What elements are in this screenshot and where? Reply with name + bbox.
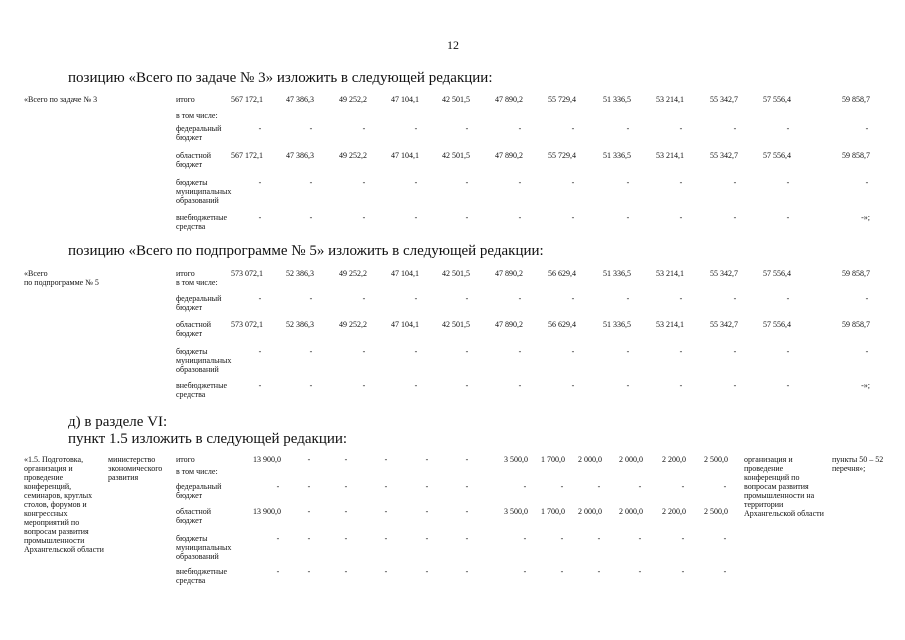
section2-cell-4-1: -	[309, 381, 313, 390]
section2-cell-4-4: -	[465, 381, 469, 390]
section2-cell-2-7: 51 336,5	[603, 320, 631, 329]
section3-cell-2-3: -	[384, 482, 388, 491]
section3-cell-0-2: -	[344, 455, 348, 464]
section2-cell-1-5: -	[518, 294, 522, 303]
section2-heading: позицию «Всего по подпрограмме № 5» изложить в следующей редакции:	[68, 243, 544, 259]
section3-cell-0-6: 3 500,0	[504, 455, 528, 464]
section3-cell-4-2: -	[344, 534, 348, 543]
section1-cell-4-11: -	[865, 178, 869, 187]
section1-cell-2-8: -	[679, 124, 683, 133]
section3-cell-2-4: -	[425, 482, 429, 491]
page-number: 12	[447, 38, 459, 52]
section2-cell-0-4: 42 501,5	[442, 269, 470, 278]
section1-cell-5-0: -	[258, 213, 262, 222]
section2-cell-3-10: -	[786, 347, 790, 356]
section3-cell-4-6: -	[523, 534, 527, 543]
section2-cell-0-8: 53 214,1	[656, 269, 684, 278]
section3-result: организация и проведение конференций по вопросам развития промышленности на территории Архангельской области	[744, 455, 824, 518]
section3-item-name: «1.5. Подготовка, организация и проведение конференций, семинаров, круглых столов, форумов и конгрессных мероприятий по вопросам развития промышленности Архангельской области	[24, 455, 104, 554]
section1-cell-0-5: 47 890,2	[495, 95, 523, 104]
section1-cell-2-3: -	[414, 124, 418, 133]
section2-cell-1-4: -	[465, 294, 469, 303]
section2-row-label-line2: по подпрограмме № 5	[24, 278, 99, 287]
section3-cell-4-10: -	[681, 534, 685, 543]
section2-cell-2-8: 53 214,1	[656, 320, 684, 329]
section3-cell-3-7: 1 700,0	[541, 507, 565, 516]
section2-cell-0-10: 57 556,4	[763, 269, 791, 278]
section2-cell-4-7: -	[626, 381, 630, 390]
section1-cell-5-3: -	[414, 213, 418, 222]
section2-row-label-2: областной бюджет	[176, 320, 212, 338]
section2-cell-3-6: -	[571, 347, 575, 356]
section1-cell-0-1: 47 386,3	[286, 95, 314, 104]
section2-cell-3-5: -	[518, 347, 522, 356]
section1-cell-3-3: 47 104,1	[391, 151, 419, 160]
section3-cell-3-11: 2 500,0	[704, 507, 728, 516]
section2-row-label-4: внебюджетные средства	[176, 381, 227, 399]
section1-cell-2-2: -	[362, 124, 366, 133]
section3-cell-3-9: 2 000,0	[619, 507, 643, 516]
section2-cell-2-4: 42 501,5	[442, 320, 470, 329]
section3-cell-3-0: 13 900,0	[253, 507, 281, 516]
section3-cell-0-5: -	[465, 455, 469, 464]
section1-cell-3-10: 57 556,4	[763, 151, 791, 160]
section1-cell-4-2: -	[362, 178, 366, 187]
section1-cell-3-8: 53 214,1	[656, 151, 684, 160]
section1-cell-3-5: 47 890,2	[495, 151, 523, 160]
section2-cell-2-10: 57 556,4	[763, 320, 791, 329]
section2-cell-4-5: -	[518, 381, 522, 390]
section1-cell-5-9: -	[733, 213, 737, 222]
section3-cell-5-7: -	[560, 567, 564, 576]
section1-cell-2-0: -	[258, 124, 262, 133]
section1-row-label-0: итого	[176, 95, 195, 104]
section1-cell-5-11: -»;	[861, 213, 870, 222]
section1-row-label-4: бюджеты муниципальных образований	[176, 178, 232, 205]
section2-cell-4-11: -»;	[861, 381, 870, 390]
section2-cell-2-11: 59 858,7	[842, 320, 870, 329]
section3-cell-2-6: -	[523, 482, 527, 491]
section1-cell-3-6: 55 729,4	[548, 151, 576, 160]
section3-cell-3-10: 2 200,0	[662, 507, 686, 516]
section3-cell-0-1: -	[307, 455, 311, 464]
section2-cell-4-0: -	[258, 381, 262, 390]
section3-cell-4-11: -	[723, 534, 727, 543]
section3-cell-3-8: 2 000,0	[578, 507, 602, 516]
section2-cell-1-10: -	[786, 294, 790, 303]
section1-cell-4-1: -	[309, 178, 313, 187]
section1-cell-2-6: -	[571, 124, 575, 133]
section2-row-label-1: федеральный бюджет	[176, 294, 222, 312]
section1-row-label-5: внебюджетные средства	[176, 213, 227, 231]
section2-cell-0-6: 56 629,4	[548, 269, 576, 278]
section3-cell-5-10: -	[681, 567, 685, 576]
section3-row-label-0: итого	[176, 455, 195, 464]
section1-cell-0-6: 55 729,4	[548, 95, 576, 104]
section2-cell-1-11: -	[865, 294, 869, 303]
section2-cell-0-11: 59 858,7	[842, 269, 870, 278]
section1-cell-3-4: 42 501,5	[442, 151, 470, 160]
section3-cell-0-7: 1 700,0	[541, 455, 565, 464]
section1-cell-5-5: -	[518, 213, 522, 222]
section3-cell-4-5: -	[465, 534, 469, 543]
section2-cell-4-10: -	[786, 381, 790, 390]
section2-cell-3-2: -	[362, 347, 366, 356]
section1-cell-0-2: 49 252,2	[339, 95, 367, 104]
section2-cell-1-2: -	[362, 294, 366, 303]
section3-cell-5-3: -	[384, 567, 388, 576]
section2-cell-3-8: -	[679, 347, 683, 356]
section1-cell-2-1: -	[309, 124, 313, 133]
section3-cell-2-9: -	[638, 482, 642, 491]
section3-cell-5-2: -	[344, 567, 348, 576]
section1-cell-0-3: 47 104,1	[391, 95, 419, 104]
section2-cell-3-3: -	[414, 347, 418, 356]
section3-cell-5-6: -	[523, 567, 527, 576]
section2-cell-1-3: -	[414, 294, 418, 303]
section3-cell-0-11: 2 500,0	[704, 455, 728, 464]
section3-cell-3-6: 3 500,0	[504, 507, 528, 516]
section1-cell-5-4: -	[465, 213, 469, 222]
section2-row-label-0: итого	[176, 269, 195, 278]
section3-executor: министерство экономического развития	[108, 455, 163, 482]
section2-cell-1-0: -	[258, 294, 262, 303]
section2-cell-3-0: -	[258, 347, 262, 356]
section1-cell-5-7: -	[626, 213, 630, 222]
section1-cell-4-3: -	[414, 178, 418, 187]
section1-heading: позицию «Всего по задаче № 3» изложить в следующей редакции:	[68, 70, 493, 86]
section1-cell-2-5: -	[518, 124, 522, 133]
section1-cell-5-2: -	[362, 213, 366, 222]
section3-cell-4-1: -	[307, 534, 311, 543]
section3-cell-2-0: -	[276, 482, 280, 491]
section1-cell-0-0: 567 172,1	[231, 95, 263, 104]
section1-cell-3-0: 567 172,1	[231, 151, 263, 160]
section1-cell-3-2: 49 252,2	[339, 151, 367, 160]
section3-row-label-4: бюджеты муниципальных образований	[176, 534, 232, 561]
section2-cell-3-1: -	[309, 347, 313, 356]
section2-cell-2-6: 56 629,4	[548, 320, 576, 329]
section2-cell-3-7: -	[626, 347, 630, 356]
section1-cell-4-0: -	[258, 178, 262, 187]
section3-cell-4-0: -	[276, 534, 280, 543]
section2-row-label-line1: «Всего	[24, 269, 48, 278]
section2-cell-1-9: -	[733, 294, 737, 303]
section1-cell-4-8: -	[679, 178, 683, 187]
section3-cell-0-9: 2 000,0	[619, 455, 643, 464]
section2-cell-1-1: -	[309, 294, 313, 303]
section2-cell-1-8: -	[679, 294, 683, 303]
section3-cell-4-9: -	[638, 534, 642, 543]
section1-cell-3-9: 55 342,7	[710, 151, 738, 160]
section2-cell-4-8: -	[679, 381, 683, 390]
section2-cell-2-1: 52 386,3	[286, 320, 314, 329]
section2-cell-4-9: -	[733, 381, 737, 390]
section1-cell-4-5: -	[518, 178, 522, 187]
section1-cell-4-4: -	[465, 178, 469, 187]
section1-cell-2-9: -	[733, 124, 737, 133]
section1-cell-2-10: -	[786, 124, 790, 133]
section2-cell-2-2: 49 252,2	[339, 320, 367, 329]
section1-cell-0-11: 59 858,7	[842, 95, 870, 104]
section1-cell-2-4: -	[465, 124, 469, 133]
section1-cell-5-8: -	[679, 213, 683, 222]
section2-cell-1-6: -	[571, 294, 575, 303]
section3-cell-2-7: -	[560, 482, 564, 491]
section2-cell-2-3: 47 104,1	[391, 320, 419, 329]
section1-cell-0-9: 55 342,7	[710, 95, 738, 104]
section3-row-label-5: внебюджетные средства	[176, 567, 227, 585]
section3-cell-3-1: -	[307, 507, 311, 516]
section1-cell-4-10: -	[786, 178, 790, 187]
section2-row-label-3: бюджеты муниципальных образований	[176, 347, 232, 374]
section3-cell-3-5: -	[465, 507, 469, 516]
section3-cell-2-2: -	[344, 482, 348, 491]
section2-cell-3-9: -	[733, 347, 737, 356]
section2-cell-3-4: -	[465, 347, 469, 356]
section2-cell-2-0: 573 072,1	[231, 320, 263, 329]
section3-row-label-3: областной бюджет	[176, 507, 212, 525]
section3-cell-0-3: -	[384, 455, 388, 464]
section3-row-label-1: в том числе:	[176, 467, 218, 476]
section3-reference: пункты 50 – 52 перечня»;	[832, 455, 884, 473]
section3-cell-5-1: -	[307, 567, 311, 576]
section3-cell-3-2: -	[344, 507, 348, 516]
section3-cell-0-10: 2 200,0	[662, 455, 686, 464]
section3-cell-2-5: -	[465, 482, 469, 491]
section3-cell-2-8: -	[597, 482, 601, 491]
section1-row-label-3: областной бюджет	[176, 151, 212, 169]
section3-cell-5-5: -	[465, 567, 469, 576]
section1-cell-0-10: 57 556,4	[763, 95, 791, 104]
section3-row-label-2: федеральный бюджет	[176, 482, 222, 500]
section1-cell-5-10: -	[786, 213, 790, 222]
section2-cell-0-2: 49 252,2	[339, 269, 367, 278]
section3-cell-5-8: -	[597, 567, 601, 576]
section3-cell-4-7: -	[560, 534, 564, 543]
section3-cell-0-0: 13 900,0	[253, 455, 281, 464]
section2-cell-0-5: 47 890,2	[495, 269, 523, 278]
section1-cell-2-7: -	[626, 124, 630, 133]
section3-cell-3-4: -	[425, 507, 429, 516]
section1-cell-4-7: -	[626, 178, 630, 187]
section1-row-label-2: федеральный бюджет	[176, 124, 222, 142]
section1-cell-5-6: -	[571, 213, 575, 222]
section3-cell-0-8: 2 000,0	[578, 455, 602, 464]
section3-heading-line1: д) в разделе VI:	[68, 414, 168, 430]
section2-cell-0-7: 51 336,5	[603, 269, 631, 278]
section3-cell-4-8: -	[597, 534, 601, 543]
section1-cell-0-4: 42 501,5	[442, 95, 470, 104]
section2-cell-0-3: 47 104,1	[391, 269, 419, 278]
section1-cell-3-7: 51 336,5	[603, 151, 631, 160]
section3-cell-5-0: -	[276, 567, 280, 576]
section3-cell-0-4: -	[425, 455, 429, 464]
section1-cell-4-6: -	[571, 178, 575, 187]
section3-heading-line2: пункт 1.5 изложить в следующей редакции:	[68, 431, 348, 447]
section1-cell-4-9: -	[733, 178, 737, 187]
section3-cell-3-3: -	[384, 507, 388, 516]
section1-cell-3-11: 59 858,7	[842, 151, 870, 160]
section3-cell-2-1: -	[307, 482, 311, 491]
section2-cell-4-6: -	[571, 381, 575, 390]
section1-cell-5-1: -	[309, 213, 313, 222]
section2-row-label2-0: в том числе:	[176, 278, 218, 287]
section2-cell-0-0: 573 072,1	[231, 269, 263, 278]
section2-cell-2-9: 55 342,7	[710, 320, 738, 329]
section1-row-label-1: в том числе:	[176, 111, 218, 120]
section2-cell-4-2: -	[362, 381, 366, 390]
section3-cell-2-10: -	[681, 482, 685, 491]
section1-cell-0-7: 51 336,5	[603, 95, 631, 104]
section1-cell-0-8: 53 214,1	[656, 95, 684, 104]
section3-cell-4-3: -	[384, 534, 388, 543]
section3-cell-5-9: -	[638, 567, 642, 576]
section2-cell-1-7: -	[626, 294, 630, 303]
section3-cell-5-11: -	[723, 567, 727, 576]
section1-cell-2-11: -	[865, 124, 869, 133]
section2-cell-4-3: -	[414, 381, 418, 390]
section3-cell-5-4: -	[425, 567, 429, 576]
section2-cell-3-11: -	[865, 347, 869, 356]
section3-cell-4-4: -	[425, 534, 429, 543]
section2-cell-0-9: 55 342,7	[710, 269, 738, 278]
section3-cell-2-11: -	[723, 482, 727, 491]
section2-cell-0-1: 52 386,3	[286, 269, 314, 278]
section2-cell-2-5: 47 890,2	[495, 320, 523, 329]
section1-cell-3-1: 47 386,3	[286, 151, 314, 160]
section1-row-label: «Всего по задаче № 3	[24, 95, 98, 104]
